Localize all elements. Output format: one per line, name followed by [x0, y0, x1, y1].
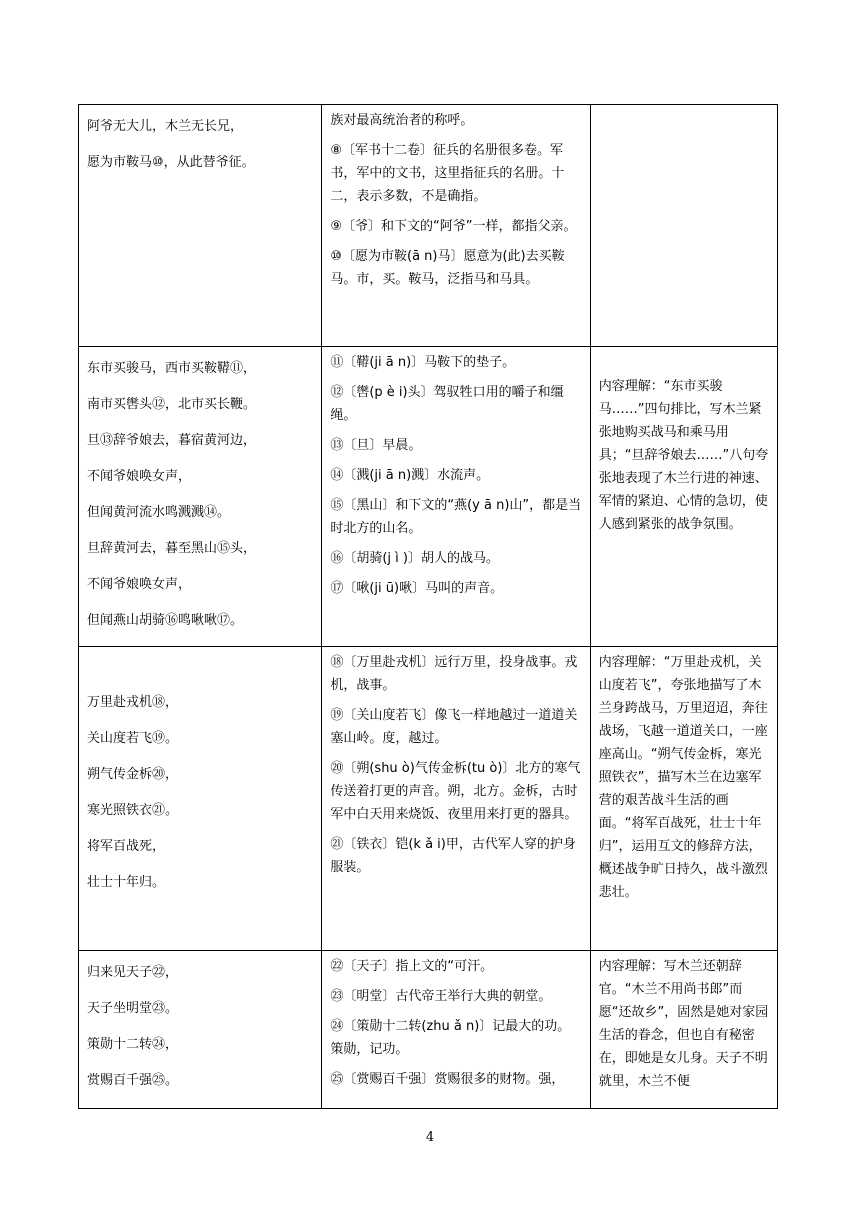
poem-line: 但闻燕山胡骑⑯鸣啾啾⑰。	[87, 613, 244, 628]
poem-cell	[79, 105, 322, 347]
note: ㉔〔策勋十二转(zhu ǎ n)〕记最大的功。策勋，记功。	[330, 1019, 571, 1057]
poem-cell	[79, 951, 322, 1109]
page-number: 4	[425, 1130, 435, 1145]
poem-cell	[79, 647, 322, 951]
poem-line: 将军百战死，	[87, 839, 166, 854]
comment-cell	[590, 647, 777, 951]
poem-line: 关山度若飞⑲。	[87, 731, 179, 746]
comment-cell	[590, 347, 777, 647]
note: ⑨〔爷〕和下文的“阿爷”一样，都指父亲。	[330, 219, 577, 234]
note: ⑰〔啾(ji ū)啾〕马叫的声音。	[330, 581, 504, 596]
poem-line: 朔气传金柝⑳，	[87, 767, 179, 782]
comment-cell	[590, 951, 777, 1109]
table-row-2	[79, 347, 778, 647]
annotation-table	[78, 104, 778, 1109]
poem-line: 寒光照铁衣㉑。	[87, 803, 179, 818]
poem-line: 不闻爷娘唤女声，	[87, 577, 192, 592]
notes-cell	[322, 647, 590, 951]
table-row-4	[79, 951, 778, 1109]
poem-line: 愿为市鞍马⑩，从此替爷征。	[87, 155, 255, 170]
note: ⑩〔愿为市鞍(ā n)马〕愿意为(此)去买鞍马。市，买。鞍马，泛指马和马具。	[330, 249, 565, 287]
poem-line: 旦辞黄河去，暮至黑山⑮头，	[87, 541, 257, 556]
poem-line: 不闻爷娘唤女声，	[87, 469, 192, 484]
table-row-3	[79, 647, 778, 951]
notes-cell	[322, 951, 590, 1109]
note: ⑬〔旦〕早晨。	[330, 438, 422, 453]
poem-line: 策勋十二转㉔，	[87, 1037, 179, 1052]
comment-cell	[590, 105, 777, 347]
note: ㉓〔明堂〕古代帝王举行大典的朝堂。	[330, 989, 552, 1004]
note: ⑱〔万里赴戎机〕远行万里，投身战事。戎机，战事。	[330, 655, 578, 693]
poem-cell	[79, 347, 322, 647]
notes-cell	[322, 347, 590, 647]
note: ㉕〔赏赐百千强〕赏赐很多的财物。强，	[330, 1072, 565, 1087]
comment-text: 内容理解：写木兰还朝辞官。“木兰不用尚书郎”而愿“还故乡”，固然是她对家园生活的眷念，但也自有秘密在，即她是女儿身。天子不明就里，木兰不便	[598, 959, 769, 1089]
note: ⑮〔黑山〕和下文的“燕(y ā n)山”，都是当时北方的山名。	[330, 498, 582, 536]
poem-line: 但闻黄河流水鸣溅溅⑭。	[87, 505, 231, 520]
poem-line: 阿爷无大儿，木兰无长兄，	[87, 119, 244, 134]
note: ⑲〔关山度若飞〕像飞一样地越过一道道关塞山岭。度，越过。	[330, 708, 578, 746]
note: ⑫〔辔(p è i)头〕驾驭牲口用的嚼子和缰绳。	[330, 385, 564, 423]
poem-line: 旦⑬辞爷娘去，暮宿黄河边，	[87, 433, 257, 448]
poem-line: 万里赴戎机⑱，	[87, 695, 179, 710]
note: ⑳〔朔(shu ò)气传金柝(tu ò)〕北方的寒气传送着打更的声音。朔，北方。金柝，古时军中白天用来烧饭、夜里用来打更的器具。	[330, 761, 581, 822]
note: ㉒〔天子〕指上文的“可汗。	[330, 959, 494, 974]
comment-text: 内容理解：“万里赴戎机，关山度若飞”，夸张地描写了木兰身跨战马，万里迢迢，奔往战场，飞越一道道关口，一座座高山。“朔气传金柝，寒光照铁衣”，描写木兰在边塞军营的艰苦战斗生活的画面。“将军百战死，壮士十年归”，运用互文的修辞方法，概述战争旷日持久，战斗激烈悲壮。	[598, 655, 768, 900]
note: 族对最高统治者的称呼。	[330, 113, 474, 128]
poem-line: 南市买辔头⑫，北市买长鞭。	[87, 397, 257, 412]
note: ㉑〔铁衣〕铠(k ǎ i)甲，古代军人穿的护身服装。	[330, 837, 576, 875]
poem-line: 东市买骏马，西市买鞍鞯⑪，	[87, 361, 257, 376]
notes-cell	[322, 105, 590, 347]
poem-line: 壮士十年归。	[87, 875, 166, 890]
note: ⑭〔溅(ji ā n)溅〕水流声。	[330, 468, 490, 483]
poem-line: 赏赐百千强㉕。	[87, 1073, 179, 1088]
comment-text: 内容理解：“东市买骏马……”四句排比，写木兰紧张地购买战马和乘马用具；“旦辞爷娘去……”八句夸张地表现了木兰行进的神速、军情的紧迫、心情的急切，使人感到紧张的战争氛围。	[598, 379, 769, 532]
note: ⑪〔鞯(ji ā n)〕马鞍下的垫子。	[330, 355, 516, 370]
poem-line: 天子坐明堂㉓。	[87, 1001, 179, 1016]
table-row-1	[79, 105, 778, 347]
note: ⑯〔胡骑(j ì )〕胡人的战马。	[330, 551, 499, 566]
note: ⑧〔军书十二卷〕征兵的名册很多卷。军书，军中的文书，这里指征兵的名册。十二，表示多数，不是确指。	[330, 143, 565, 204]
poem-line: 归来见天子㉒，	[87, 965, 179, 980]
